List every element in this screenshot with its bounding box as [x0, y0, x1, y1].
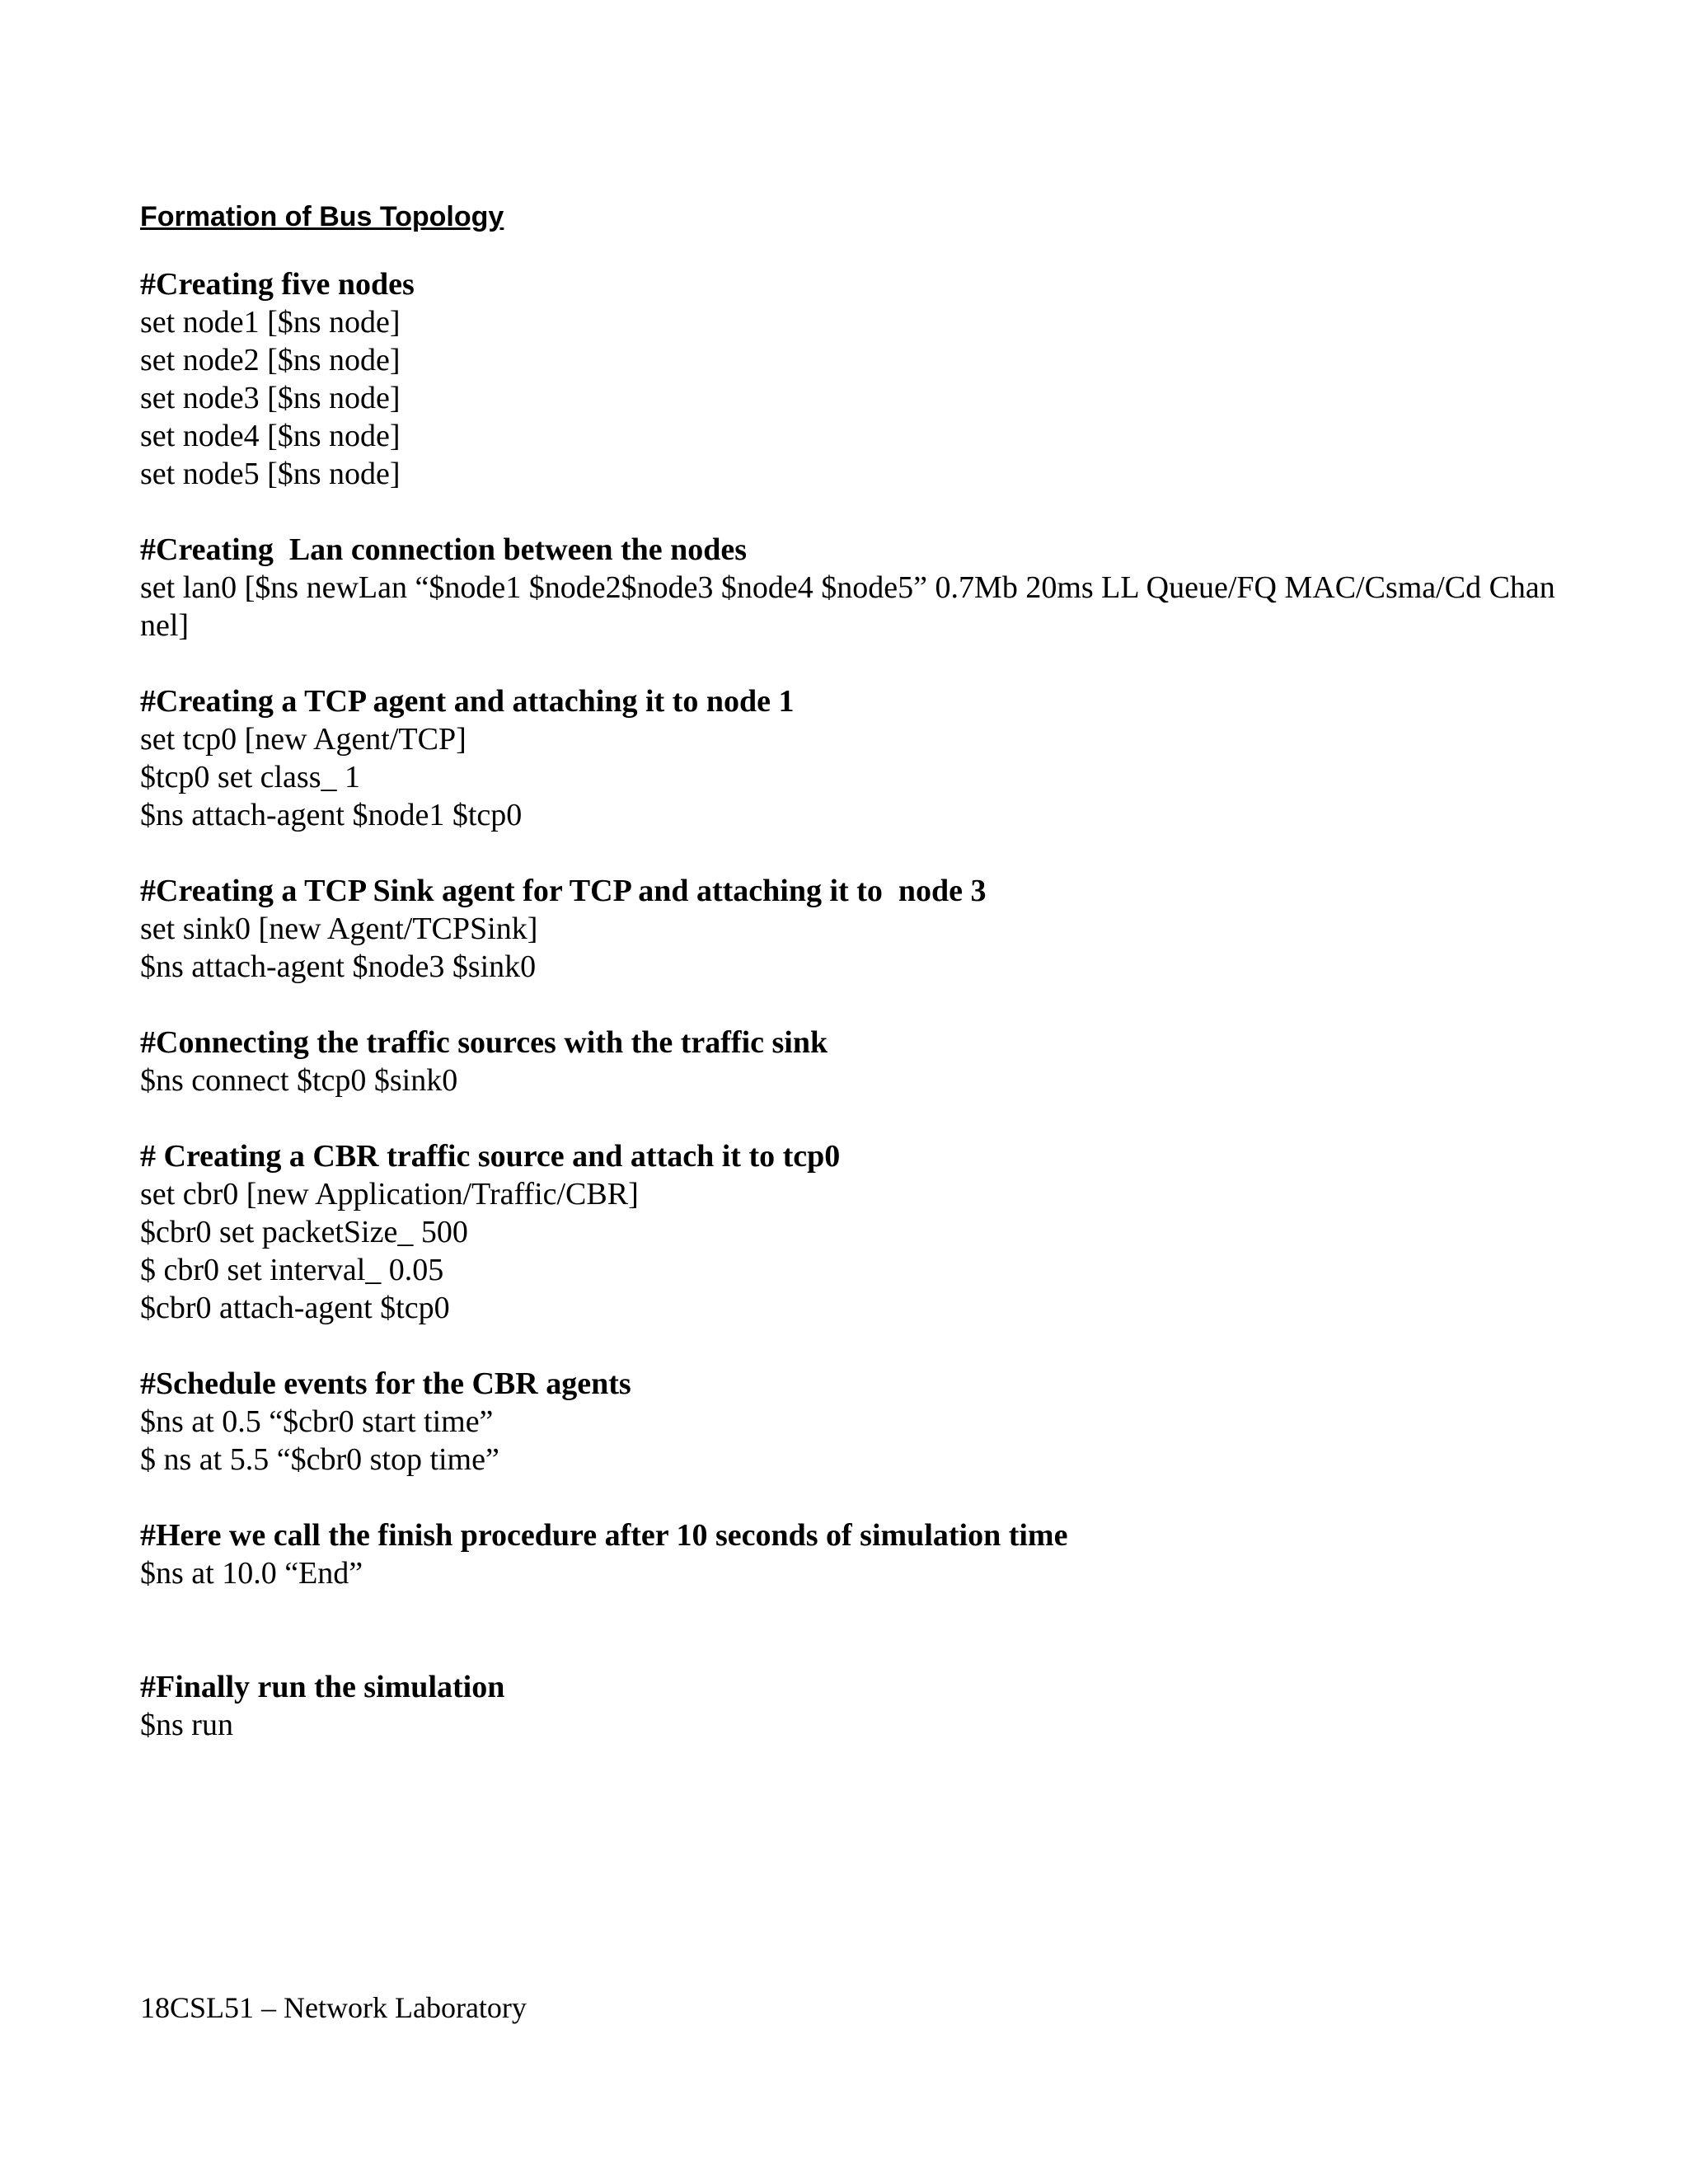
code-line: $cbr0 attach-agent $tcp0 [140, 1291, 450, 1325]
page-footer: 18CSL51 – Network Laboratory [140, 1991, 527, 2024]
code-line: $tcp0 set class_ 1 [140, 760, 361, 794]
page-title: Formation of Bus Topology [140, 201, 504, 232]
section-lan-connection [140, 531, 1558, 644]
section-heading: #Creating a TCP Sink agent for TCP and attaching it to node 3 [140, 874, 987, 908]
code-line: $ns connect $tcp0 $sink0 [140, 1063, 458, 1098]
code-line: set tcp0 [new Agent/TCP] [140, 722, 467, 757]
section-tcp-sink [140, 872, 1558, 986]
code-line: set node5 [$ns node] [140, 457, 401, 491]
section-heading: #Creating a TCP agent and attaching it to node 1 [140, 684, 795, 719]
section-heading: #Finally run the simulation [140, 1670, 505, 1704]
code-line: set node3 [$ns node] [140, 381, 401, 415]
code-line: set node4 [$ns node] [140, 419, 401, 453]
section-finish-procedure [140, 1516, 1558, 1592]
section-cbr-source [140, 1137, 1558, 1327]
code-line: $ ns at 5.5 “$cbr0 stop time” [140, 1442, 499, 1477]
section-heading: #Here we call the finish procedure after 10 seconds of simulation time [140, 1518, 1068, 1553]
document-body [140, 265, 1558, 1782]
section-tcp-agent [140, 682, 1558, 834]
code-line: $ns attach-agent $node3 $sink0 [140, 949, 537, 984]
code-line: $cbr0 set packetSize_ 500 [140, 1215, 468, 1249]
section-run-simulation [140, 1668, 1558, 1744]
section-heading: #Schedule events for the CBR agents [140, 1366, 631, 1401]
code-line: $ns at 10.0 “End” [140, 1556, 363, 1591]
code-line: set sink0 [new Agent/TCPSink] [140, 912, 538, 946]
code-line: $ns at 0.5 “$cbr0 start time” [140, 1404, 494, 1439]
section-heading: #Creating five nodes [140, 267, 415, 302]
code-line: $ns attach-agent $node1 $tcp0 [140, 798, 523, 832]
section-heading: #Creating Lan connection between the nodes [140, 532, 748, 567]
code-line: set cbr0 [new Application/Traffic/CBR] [140, 1177, 639, 1212]
section-heading: # Creating a CBR traffic source and attach it to tcp0 [140, 1139, 841, 1174]
section-heading: #Connecting the traffic sources with the traffic sink [140, 1025, 828, 1060]
code-line: set lan0 [$ns newLan “$node1 $node2$node3 $node4 $node5” 0.7Mb 20ms LL Queue/FQ MAC/Csma/Cd Channel] [140, 570, 1555, 643]
code-line: set node1 [$ns node] [140, 305, 401, 340]
code-line: set node2 [$ns node] [140, 343, 401, 377]
code-line: $ cbr0 set interval_ 0.05 [140, 1253, 444, 1287]
section-schedule-events [140, 1365, 1558, 1479]
code-line: $ns run [140, 1708, 233, 1742]
section-creating-nodes [140, 265, 1558, 493]
section-connect-traffic [140, 1024, 1558, 1099]
